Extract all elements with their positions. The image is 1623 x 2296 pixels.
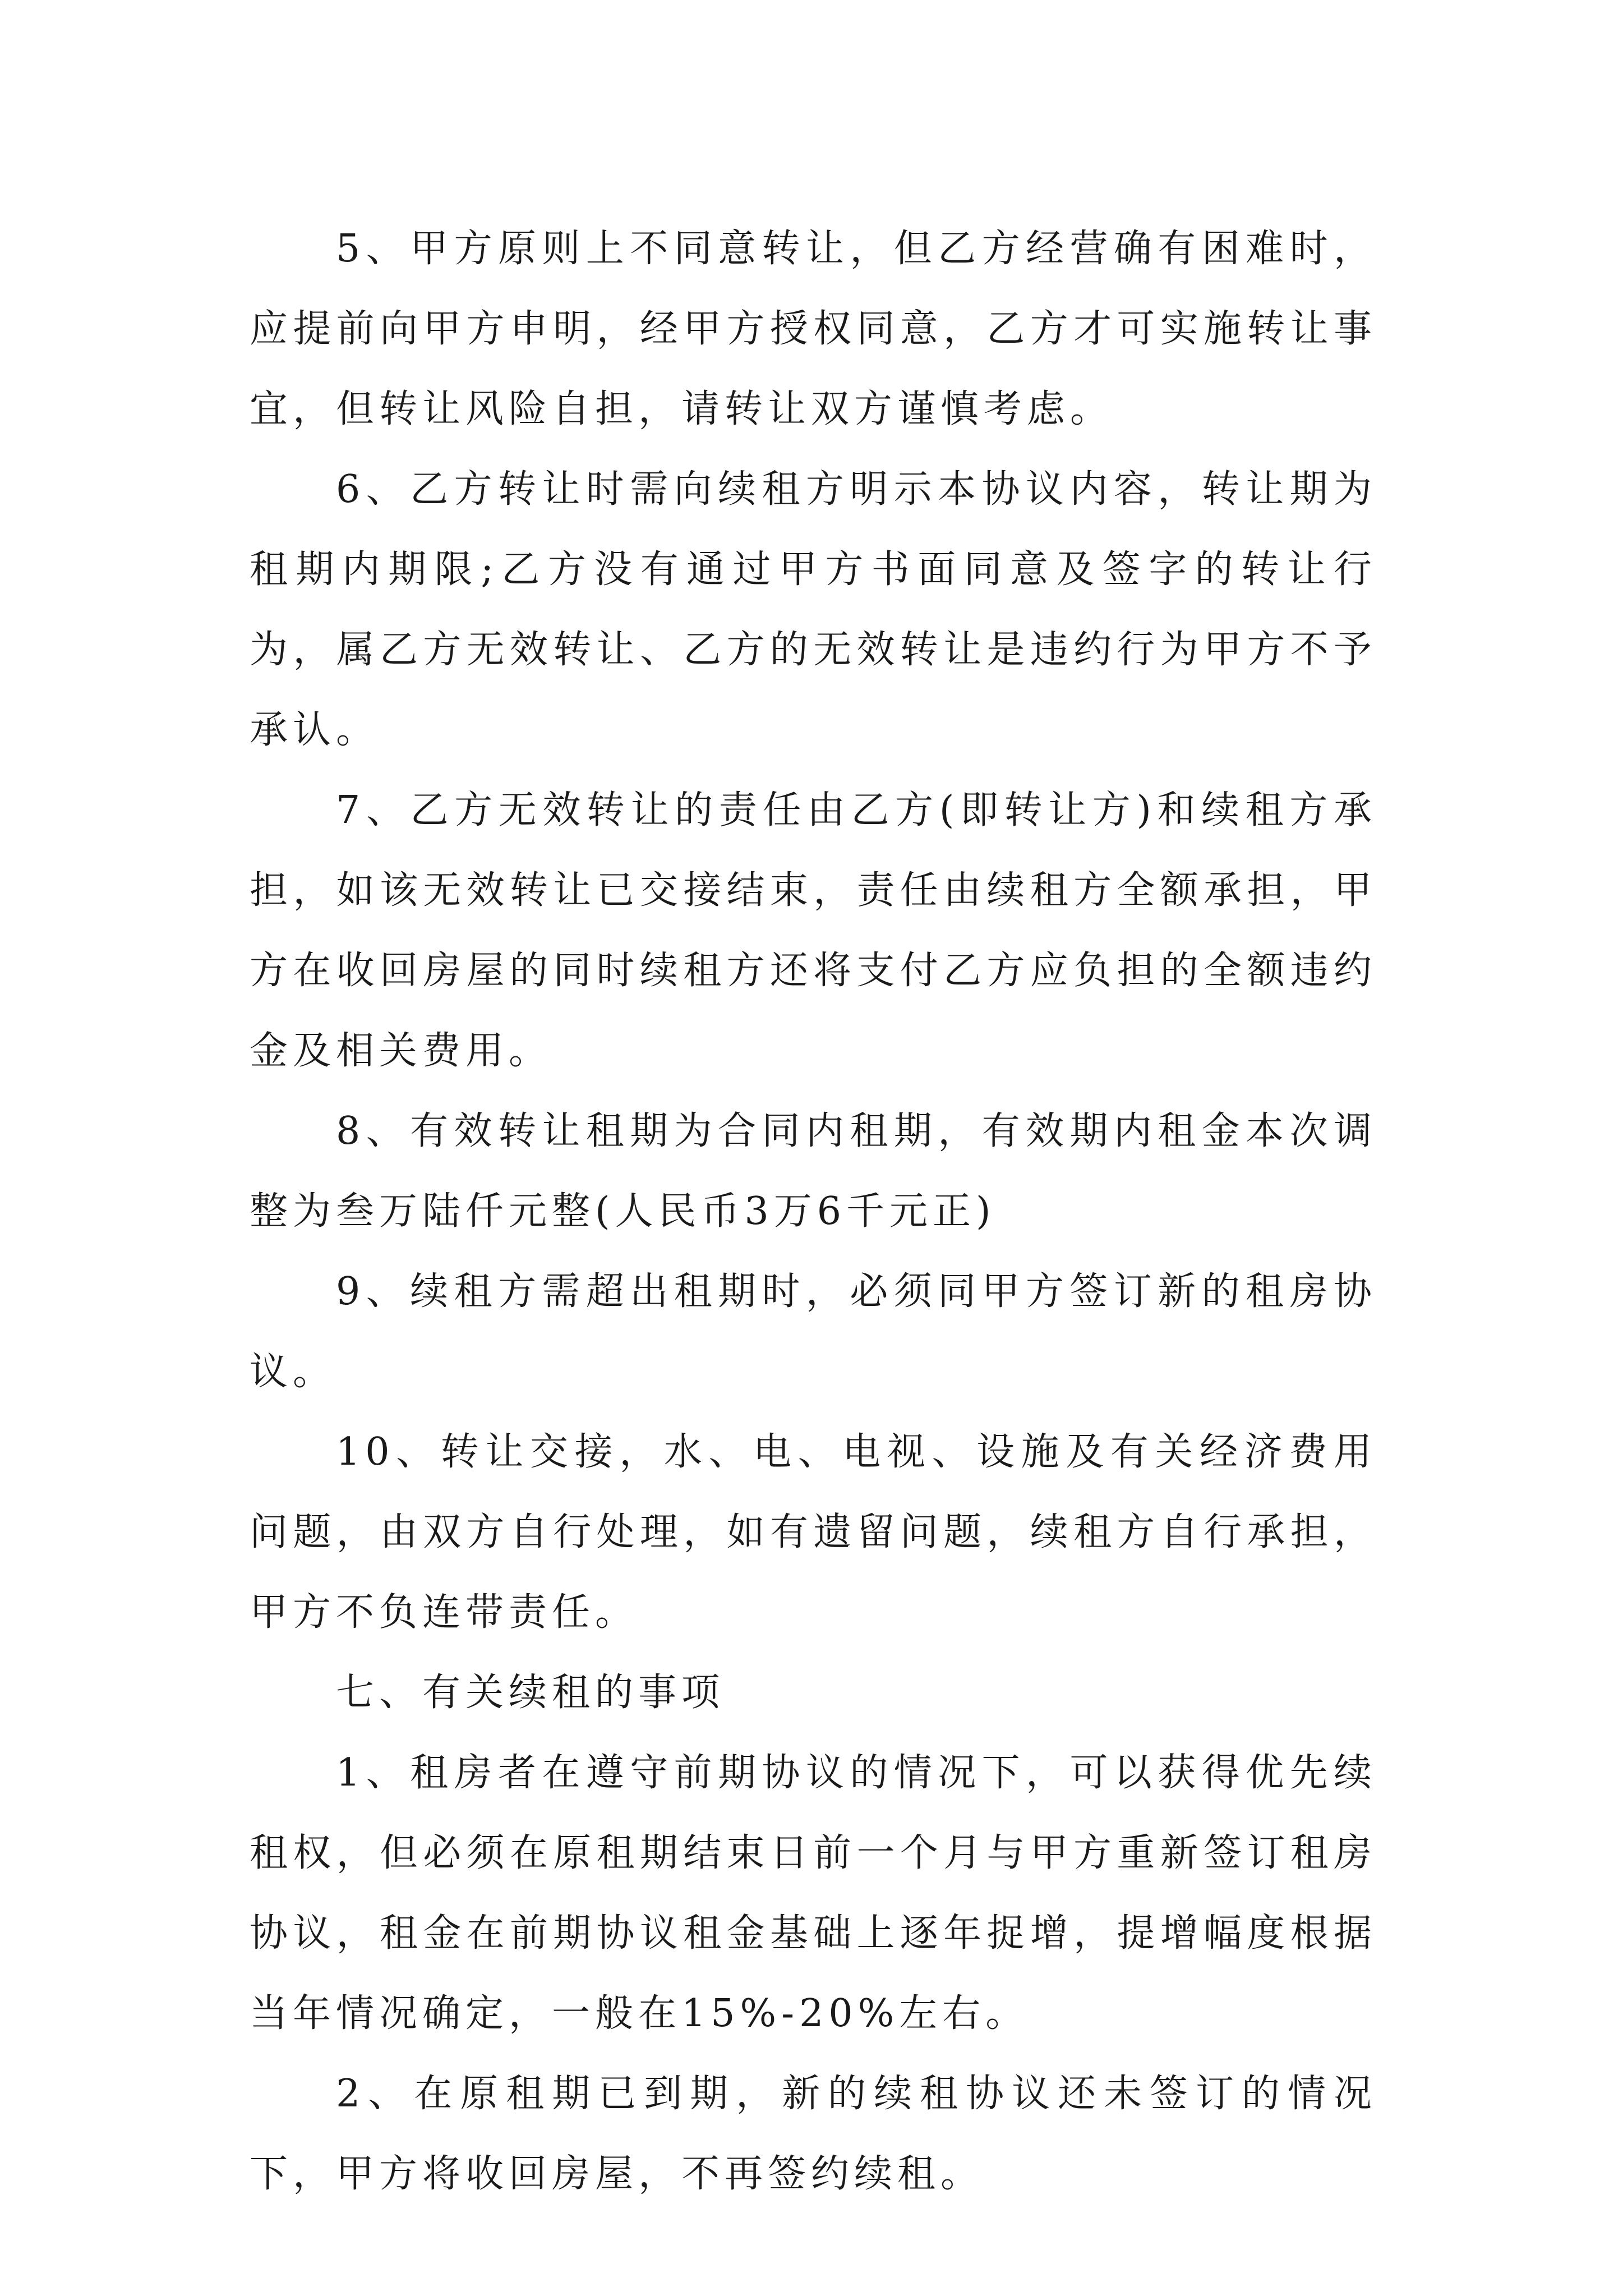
section-heading-renewal: 七、有关续租的事项: [336, 1671, 725, 1715]
paragraph-renewal-2: 2、在原租期已到期，新的续租协议还未签订的情况下，甲方将收回房屋，不再签约续租。: [250, 2072, 1377, 2196]
paragraph-renewal-1: 1、租房者在遵守前期协议的情况下，可以获得优先续租权，但必须在原租期结束日前一个月与甲方重新签订租房协议，租金在前期协议租金基础上逐年捉增，提增幅度根据当年情况确定，一般在15%-20%左右。: [250, 1751, 1377, 2036]
paragraph-clause-5: 5、甲方原则上不同意转让，但乙方经营确有困难时，应提前向甲方申明，经甲方授权同意，乙方才可实施转让事宜，但转让风险自担，请转让双方谨慎考虑。: [250, 227, 1377, 431]
paragraph-clause-7: 7、乙方无效转让的责任由乙方(即转让方)和续租方承担，如该无效转让已交接结束，责任由续租方全额承担，甲方在收回房屋的同时续租方还将支付乙方应负担的全额违约金及相关费用。: [250, 788, 1377, 1073]
paragraph-clause-6: 6、乙方转让时需向续租方明示本协议内容，转让期为租期内期限;乙方没有通过甲方书面同意及签字的转让行为，属乙方无效转让、乙方的无效转让是违约行为甲方不予承认。: [250, 467, 1377, 752]
paragraph-clause-9: 9、续租方需超出租期时，必须同甲方签订新的租房协议。: [250, 1269, 1377, 1394]
document-body: [250, 209, 1377, 2214]
paragraph-clause-8: 8、有效转让租期为合同内租期，有效期内租金本次调整为叁万陆仟元整(人民币3万6千元正): [250, 1109, 1377, 1234]
paragraph-clause-10: 10、转让交接，水、电、电视、设施及有关经济费用问题，由双方自行处理，如有遗留问题，续租方自行承担，甲方不负连带责任。: [250, 1430, 1377, 1635]
